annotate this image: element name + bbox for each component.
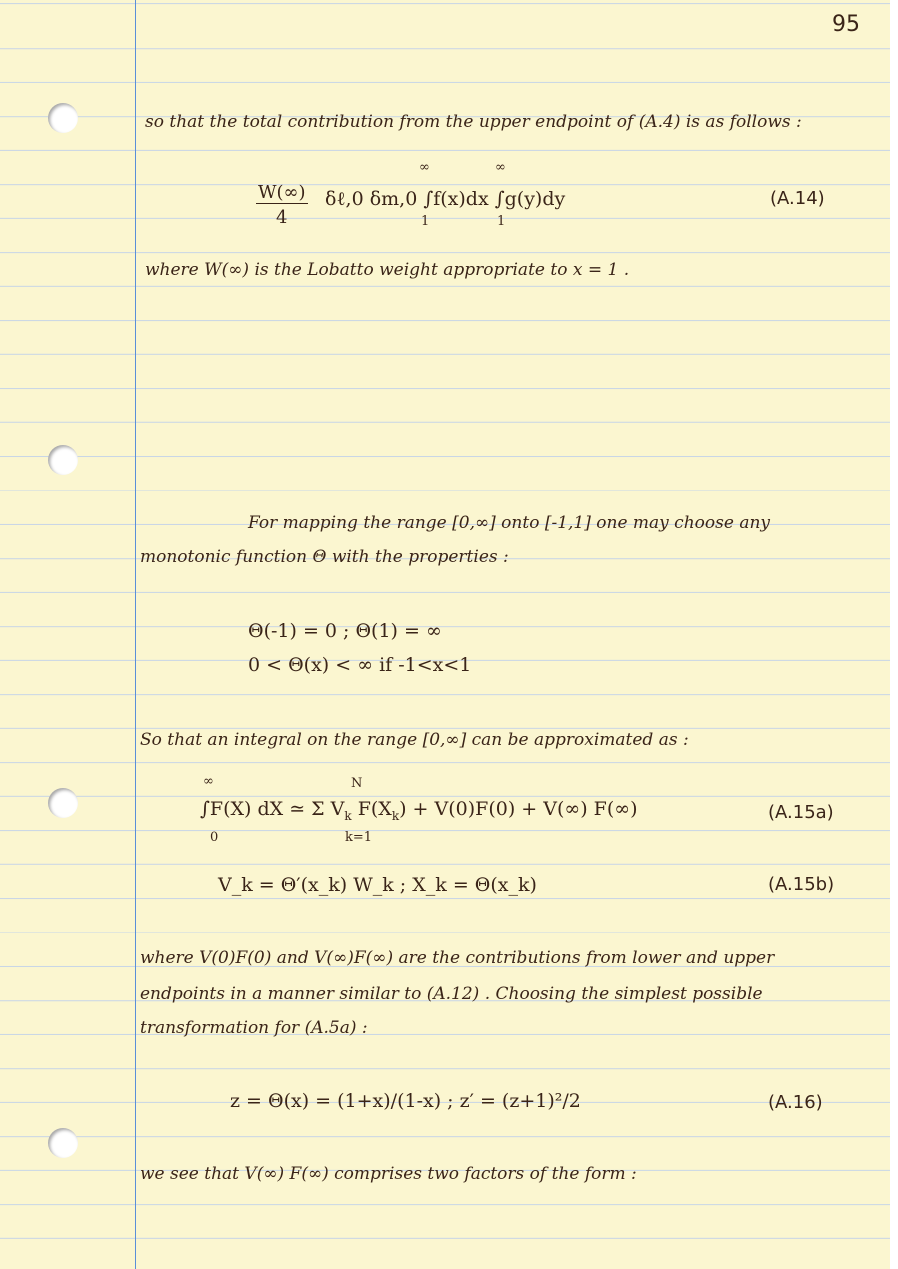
fraction-numerator: W(∞): [258, 182, 306, 203]
punch-hole: [48, 103, 78, 133]
equation-label: (A.15b): [768, 874, 835, 895]
text-line: where W(∞) is the Lobatto weight appropriate to x = 1 .: [145, 260, 630, 280]
text-line: where V(0)F(0) and V(∞)F(∞) are the contributions from lower and upper: [140, 948, 775, 968]
punch-hole: [48, 445, 78, 475]
page-number: 95: [832, 12, 860, 37]
fraction-denominator: 4: [276, 207, 288, 228]
math-line: Θ(-1) = 0 ; Θ(1) = ∞: [248, 620, 442, 642]
equation-body: δℓ,0 δm,0 ∫f(x)dx ∫g(y)dy: [325, 188, 566, 210]
margin-line: [135, 0, 136, 1269]
equation-part: ) + V(0)F(0) + V(∞) F(∞): [399, 798, 638, 820]
integral-lower-limit: 1: [497, 214, 506, 229]
text-line: transformation for (A.5a) :: [140, 1018, 368, 1038]
integral-lower-limit: 1: [421, 214, 430, 229]
text-line: endpoints in a manner similar to (A.12) . Choosing the simplest possible: [140, 984, 763, 1004]
equation-body: z = Θ(x) = (1+x)/(1-x) ; z′ = (z+1)²/2: [230, 1090, 581, 1112]
fraction: [256, 182, 308, 228]
equation-part: F(X: [357, 798, 392, 820]
punch-hole: [48, 788, 78, 818]
integral-lower-limit: 0: [210, 830, 219, 845]
text-line: we see that V(∞) F(∞) comprises two factors of the form :: [140, 1164, 637, 1184]
equation-part: ∫F(X) dX ≃ Σ V: [200, 798, 345, 820]
sum-lower-limit: k=1: [345, 830, 373, 845]
equation-label: (A.14): [770, 188, 825, 209]
sum-upper-limit: N: [351, 776, 363, 791]
text-line: so that the total contribution from the upper endpoint of (A.4) is as follows :: [145, 112, 802, 132]
integral-upper-limit: ∞: [495, 160, 506, 175]
equation-body: V_k = Θ′(x_k) W_k ; X_k = Θ(x_k): [218, 874, 537, 896]
integral-upper-limit: ∞: [203, 774, 214, 789]
text-line: So that an integral on the range [0,∞] can be approximated as :: [140, 730, 689, 750]
integral-upper-limit: ∞: [419, 160, 430, 175]
punch-hole: [48, 1128, 78, 1158]
math-line: 0 < Θ(x) < ∞ if -1<x<1: [248, 654, 472, 676]
text-line: For mapping the range [0,∞] onto [-1,1] one may choose any: [248, 513, 771, 533]
equation-body: ∫F(X) dX ≃ Σ $V_k$ $F(X_k) + V(0)F(0) + V(\infty)$ F(∞): [200, 798, 638, 823]
equation-label: (A.16): [768, 1092, 823, 1113]
equation-label: (A.15a): [768, 802, 834, 823]
text-line: monotonic function Θ with the properties :: [140, 547, 509, 567]
